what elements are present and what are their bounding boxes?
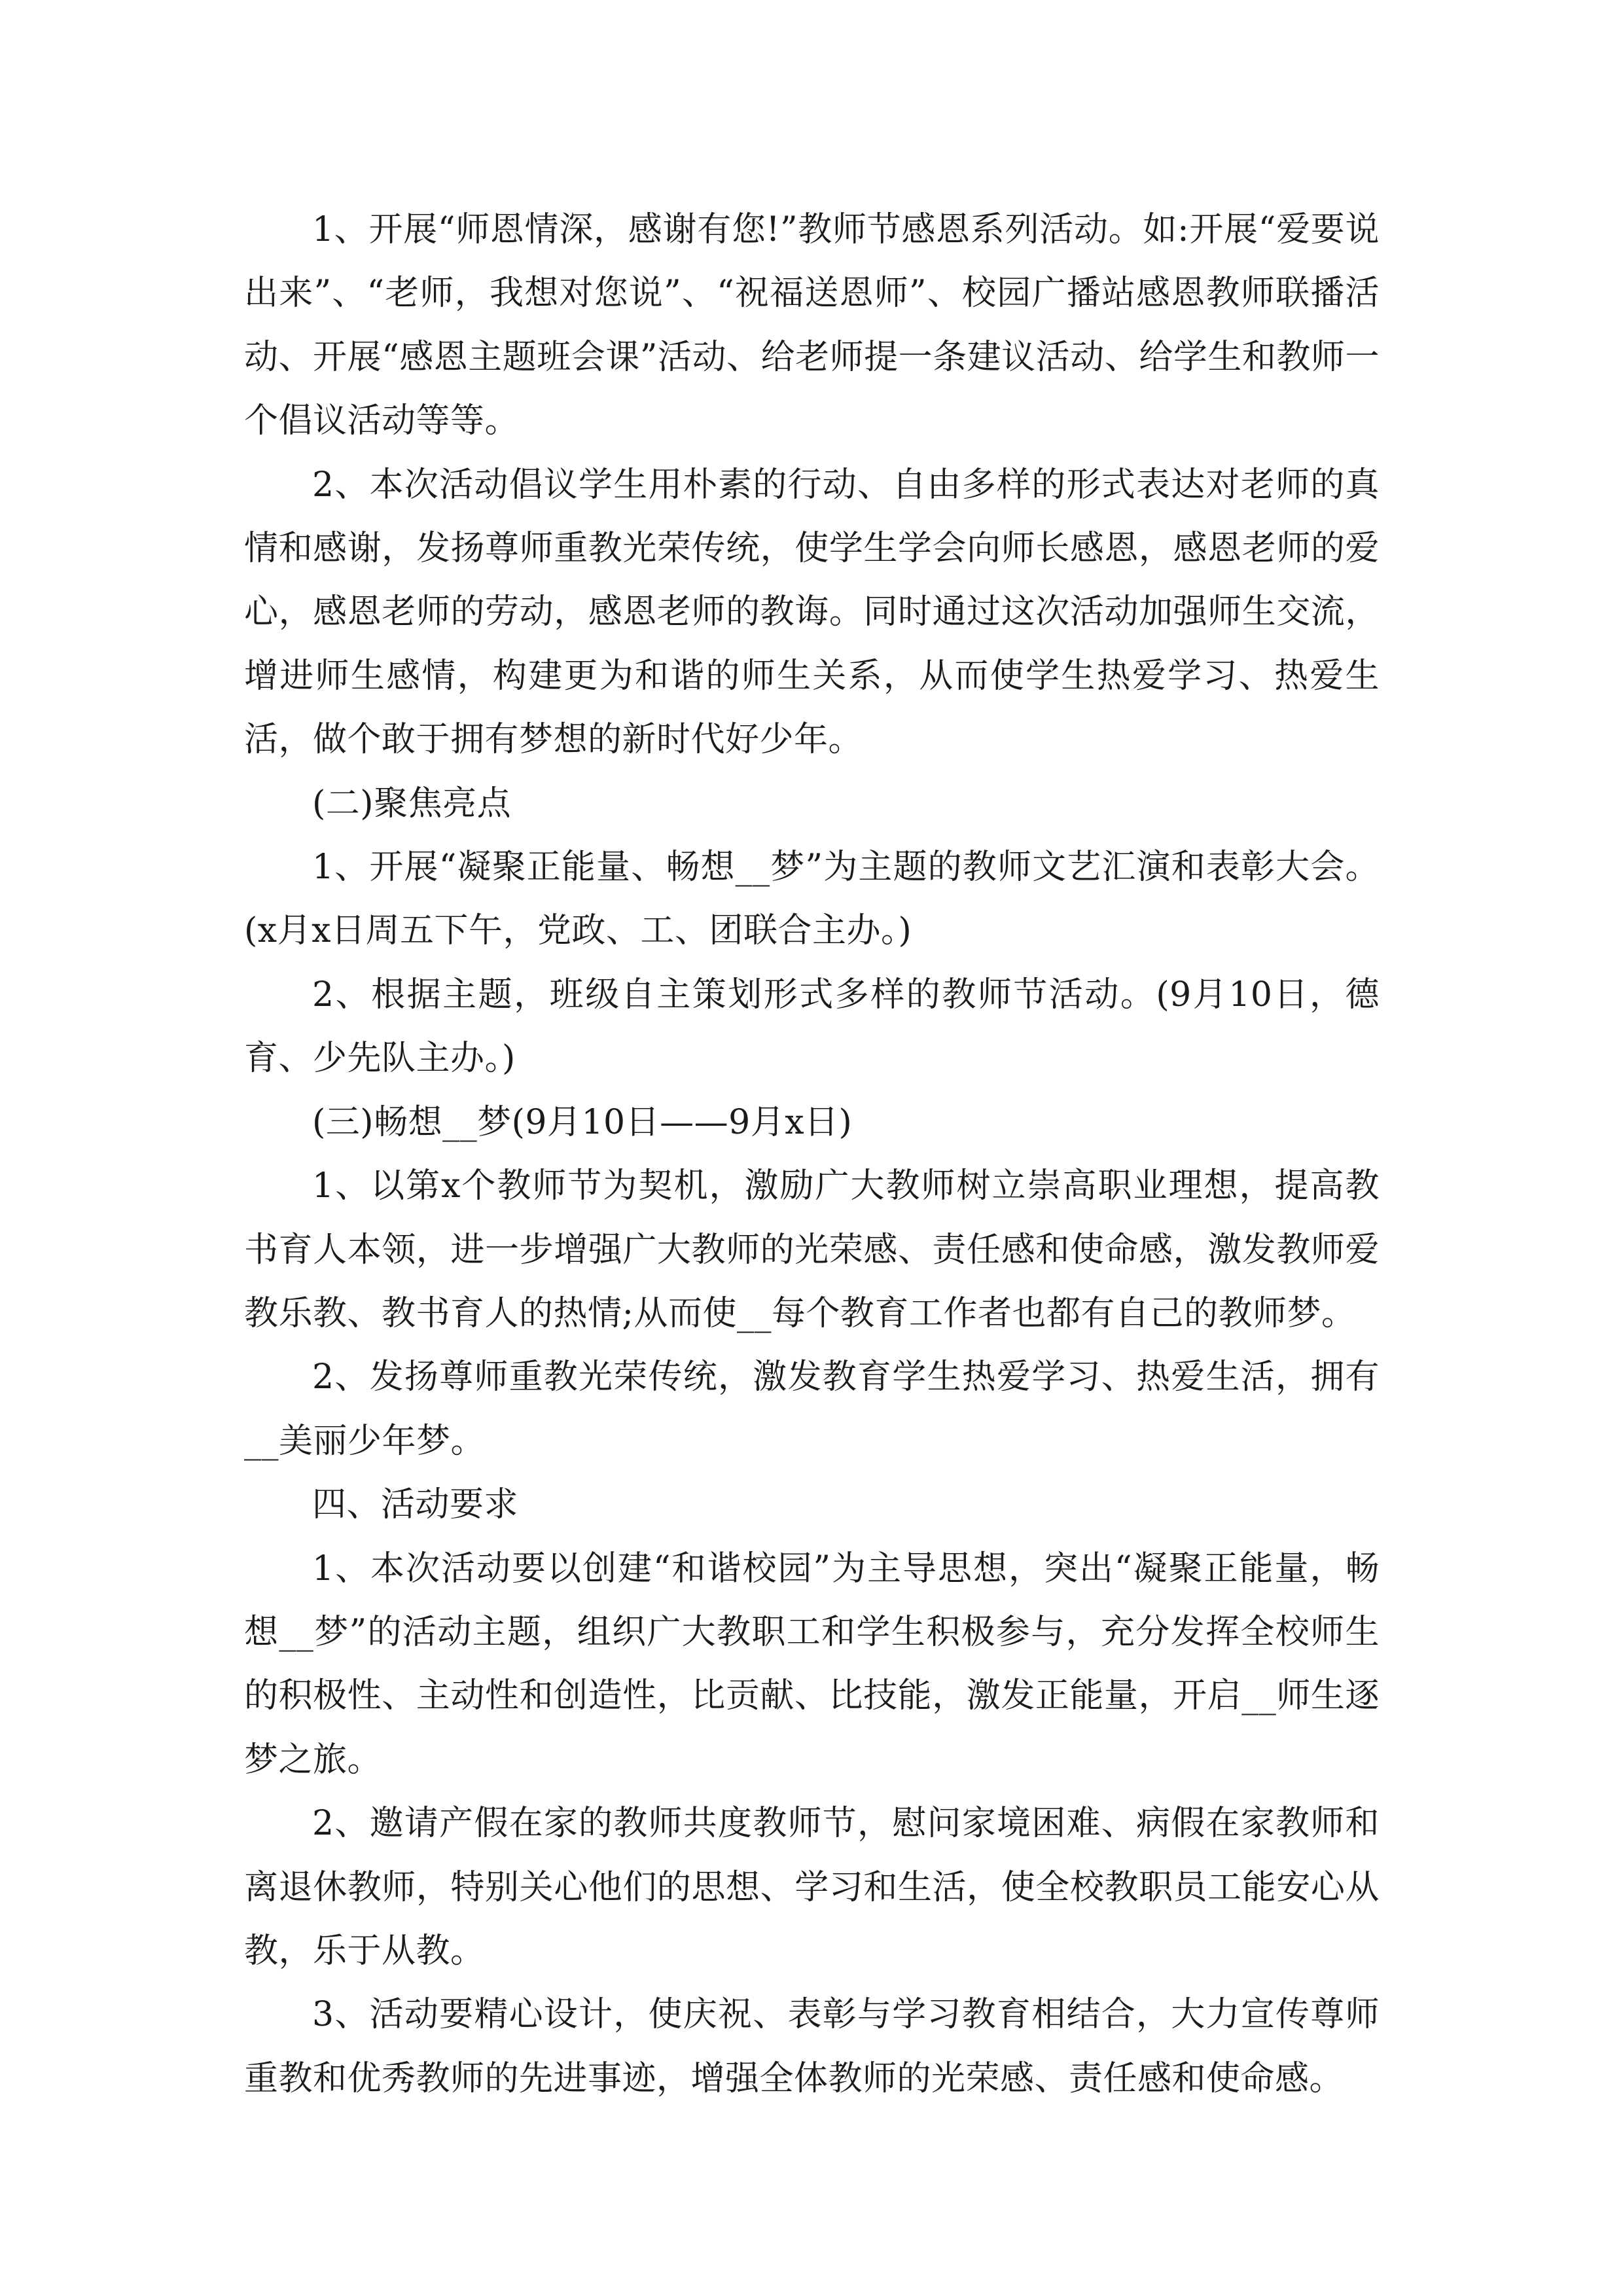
paragraph-dream-2: 2、发扬尊师重教光荣传统，激发教育学生热爱学习、热爱生活，拥有__美丽少年梦。	[244, 1357, 1380, 1461]
paragraph-focus-1: 1、开展“凝聚正能量、畅想__梦”为主题的教师文艺汇演和表彰大会。(x月x日周五下午，党政、工、团联合主办。)	[244, 848, 1380, 951]
paragraph-activity-2: 2、本次活动倡议学生用朴素的行动、自由多样的形式表达对老师的真情和感谢，发扬尊师重教光荣传统，使学生学会向师长感恩，感恩老师的爱心，感恩老师的劳动，感恩老师的教诲。同时通过这次活动加强师生交流，增进师生感情，构建更为和谐的师生关系，从而使学生热爱学习、热爱生活，做个敢于拥有梦想的新时代好少年。	[244, 465, 1380, 760]
paragraph-requirement-1: 1、本次活动要以创建“和谐校园”为主导思想，突出“凝聚正能量，畅想__梦”的活动主题，组织广大教职工和学生积极参与，充分发挥全校师生的积极性、主动性和创造性，比贡献、比技能，激发正能量，开启__师生逐梦之旅。	[244, 1549, 1380, 1780]
document-body	[244, 198, 1380, 2111]
paragraph-activity-1: 1、开展“师恩情深，感谢有您!”教师节感恩系列活动。如:开展“爱要说出来”、“老师，我想对您说”、“祝福送恩师”、校园广播站感恩教师联播活动、开展“感恩主题班会课”活动、给老师提一条建议活动、给学生和教师一个倡议活动等等。	[244, 210, 1380, 441]
section-heading-requirements: 四、活动要求	[312, 1485, 519, 1525]
paragraph-focus-2: 2、根据主题，班级自主策划形式多样的教师节活动。(9月10日，德育、少先队主办。)	[244, 975, 1380, 1079]
paragraph-dream-1: 1、以第x个教师节为契机，激励广大教师树立崇高职业理想，提高教书育人本领，进一步增强广大教师的光荣感、责任感和使命感，激发教师爱教乐教、教书育人的热情;从而使__每个教育工作者也都有自己的教师梦。	[244, 1166, 1380, 1333]
paragraph-requirement-3: 3、活动要精心设计，使庆祝、表彰与学习教育相结合，大力宣传尊师重教和优秀教师的先进事迹，增强全体教师的光荣感、责任感和使命感。	[244, 1995, 1380, 2098]
section-heading-dream: (三)畅想__梦(9月10日——9月x日)	[312, 1102, 853, 1142]
section-heading-focus-highlights: (二)聚焦亮点	[312, 783, 512, 823]
paragraph-requirement-2: 2、邀请产假在家的教师共度教师节，慰问家境困难、病假在家教师和离退休教师，特别关心他们的思想、学习和生活，使全校教职员工能安心从教，乐于从教。	[244, 1804, 1380, 1971]
